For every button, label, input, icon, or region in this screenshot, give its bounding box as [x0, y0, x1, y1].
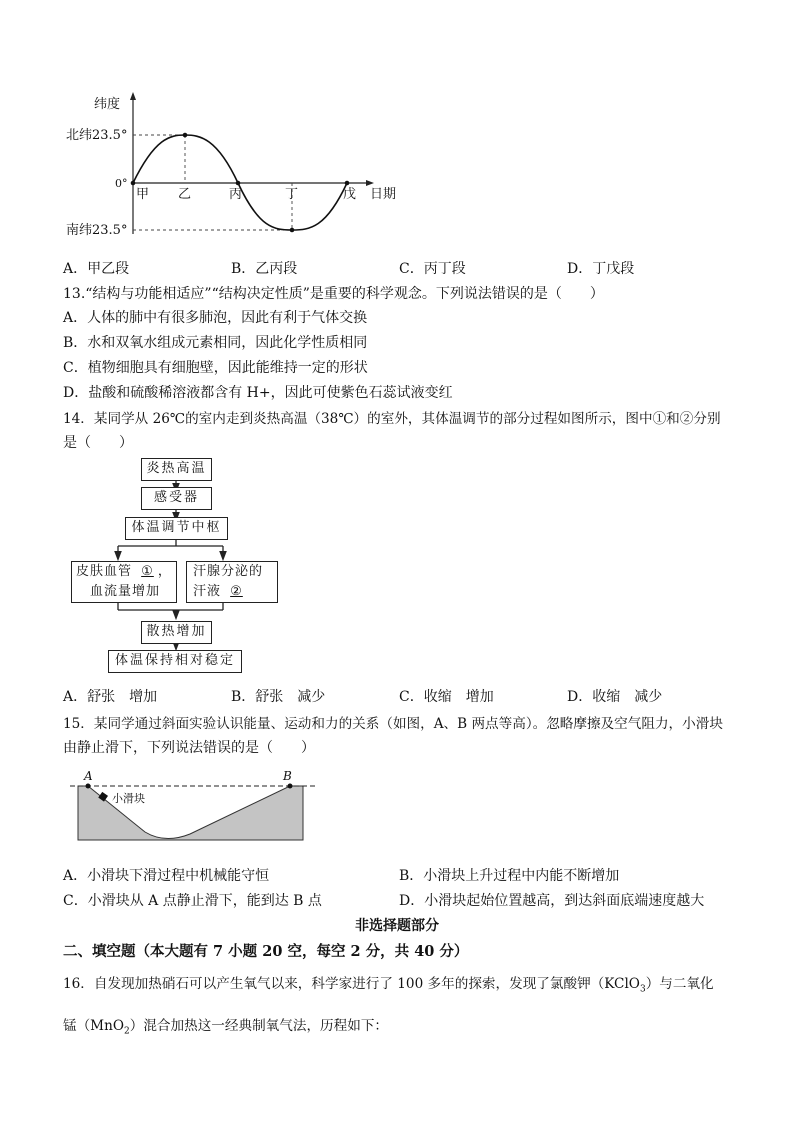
blank-2: ②	[230, 584, 243, 599]
q16-text-2: ）与二氧化	[645, 976, 714, 992]
q14-option-b: B．舒张 减少	[231, 689, 326, 705]
q16-text-3: 锰（MnO	[63, 1018, 125, 1034]
x-axis-label: 日期	[370, 187, 397, 202]
q14-option-a: A．舒张 增加	[63, 689, 158, 705]
q13-stem: 13.“结构与功能相适应”“结构决定性质”是重要的科学观念。下列说法错误的是（ ）	[63, 286, 604, 302]
q16-line2	[63, 1014, 388, 1037]
q15-option-d: D．小滑块起始位置越高，到达斜面底端速度越大	[399, 893, 705, 909]
latitude-graph	[60, 88, 420, 248]
point-label-bing: 丙	[229, 187, 243, 202]
q14-option-c: C．收缩 增加	[399, 689, 494, 705]
q16-text-4: ）混合加热这一经典制氧气法，历程如下：	[129, 1018, 389, 1034]
q16-text-1: 16．自发现加热硝石可以产生氧气以来，科学家进行了 100 多年的探索，发现了氯酸钾（KClO	[63, 976, 640, 992]
q15-stem-line1: 15．某同学通过斜面实验认识能量、运动和力的关系（如图，A、B 两点等高）。忽略摩擦及空气阻力，小滑块	[63, 716, 723, 732]
flow-box-sweat	[186, 561, 278, 603]
q14-stem-line1: 14．某同学从 26℃的室内走到炎热高温（38℃）的室外，其体温调节的部分过程如图所示，图中①和②分别	[63, 411, 721, 427]
comma: ，	[157, 564, 172, 579]
q14-option-d: D．收缩 减少	[567, 689, 663, 705]
flow-box-stable: 体温保持相对稳定	[108, 650, 242, 673]
point-label-yi: 乙	[178, 187, 192, 202]
q16-sub-3: 3	[639, 984, 646, 995]
flow-box-heat-loss: 散热增加	[141, 621, 212, 644]
point-a-label: A	[84, 769, 93, 783]
point-b-label: B	[283, 769, 292, 783]
flow-box-heat: 炎热高温	[141, 458, 212, 481]
y-tick-south: 南纬23.5°	[66, 223, 128, 238]
q16-line1	[63, 972, 714, 995]
ramp-figure	[70, 766, 320, 846]
q13-option-c: C．植物细胞具有细胞壁，因此能维持一定的形状	[63, 360, 368, 376]
q13-option-d: D．盐酸和硫酸稀溶液都含有 H+，因此可使紫色石蕊试液变红	[63, 385, 453, 401]
skin-vessel-text: 皮肤血管	[76, 564, 133, 579]
q14-stem-line2: 是（ ）	[63, 435, 133, 451]
q12-option-b: B．乙丙段	[231, 261, 298, 277]
flow-box-skin-vessel	[71, 561, 177, 603]
flow-box-receptor: 感受器	[141, 487, 212, 510]
sweat-text-1: 汗腺分泌的	[193, 564, 264, 579]
part2-heading: 二、填空题（本大题有 7 小题 20 空，每空 2 分，共 40 分）	[63, 943, 469, 960]
point-label-ding: 丁	[285, 187, 299, 202]
q12-option-a: A．甲乙段	[63, 261, 130, 277]
q13-option-b: B．水和双氧水组成元素相同，因此化学性质相同	[63, 335, 368, 351]
blood-flow-text: 血流量增加	[90, 584, 161, 599]
q12-option-d: D．丁戊段	[567, 261, 635, 277]
q15-option-a: A．小滑块下滑过程中机械能守恒	[63, 868, 270, 884]
section-title: 非选择题部分	[355, 918, 439, 934]
y-tick-north: 北纬23.5°	[66, 128, 128, 143]
y-axis-label: 纬度	[94, 97, 121, 112]
q13-option-a: A．人体的肺中有很多肺泡，因此有利于气体交换	[63, 310, 368, 326]
q15-stem-line2: 由静止滑下，下列说法错误的是（ ）	[63, 740, 315, 756]
q16-sub-2: 2	[124, 1026, 130, 1037]
q15-option-c: C．小滑块从 A 点静止滑下，能到达 B 点	[63, 893, 322, 909]
q12-option-c: C．丙丁段	[399, 261, 466, 277]
sweat-text-2: 汗液	[193, 584, 222, 599]
y-tick-zero: 0°	[115, 177, 128, 190]
blank-1: ①	[141, 564, 154, 579]
flow-box-center: 体温调节中枢	[125, 517, 228, 540]
q15-option-b: B．小滑块上升过程中内能不断增加	[399, 868, 620, 884]
block-label: 小滑块	[112, 792, 145, 805]
point-label-wu: 戊	[343, 187, 357, 202]
point-label-jia: 甲	[136, 187, 150, 202]
